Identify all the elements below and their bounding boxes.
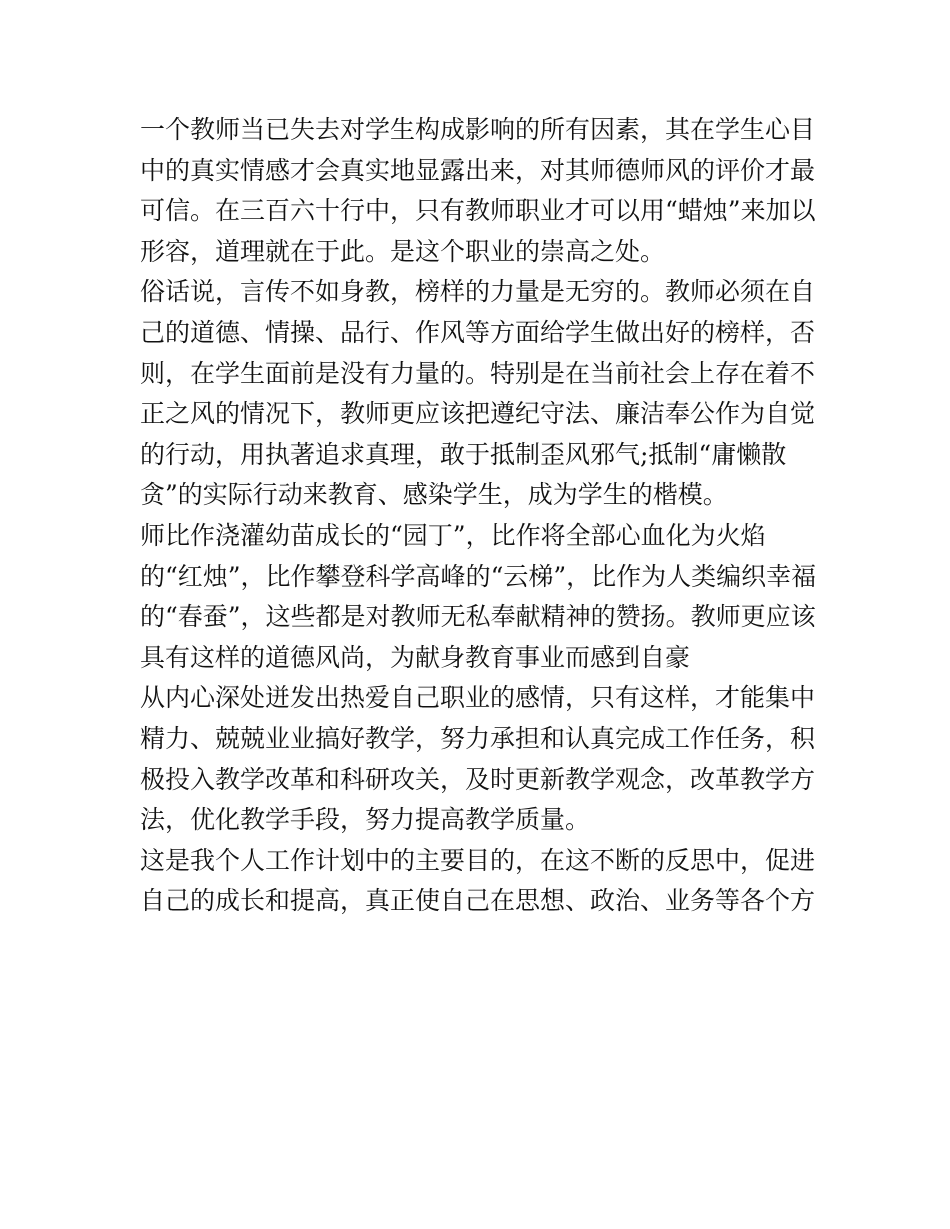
- text-line: 师比作浇灌幼苗成长的“园丁”，比作将全部心血化为火焰: [140, 520, 766, 550]
- text-line: 俗话说，言传不如身教，榜样的力量是无穷的。教师必须在自: [140, 277, 816, 307]
- text-line: 的“红烛”，比作攀登科学高峰的“云梯”，比作为人类编织幸福: [140, 561, 817, 591]
- text-line: 己的道德、情操、品行、作风等方面给学生做出好的榜样，否: [140, 317, 816, 347]
- document-body: [140, 110, 820, 922]
- text-line: 的“春蚕”，这些都是对教师无私奉献精神的赞扬。教师更应该: [140, 602, 816, 632]
- text-line: 这是我个人工作计划中的主要目的，在这不断的反思中，促进: [140, 845, 816, 875]
- paragraph-4: [140, 678, 820, 840]
- text-line: 极投入教学改革和科研攻关，及时更新教学观念，改革教学方: [140, 764, 816, 794]
- text-line: 的行动，用执著追求真理，敢于抵制歪风邪气;抵制“庸懒散: [140, 439, 787, 469]
- paragraph-5: [140, 841, 820, 922]
- text-line: 贪”的实际行动来教育、感染学生，成为学生的楷模。: [140, 480, 728, 510]
- text-line: 则，在学生面前是没有力量的。特别是在当前社会上存在着不: [140, 358, 816, 388]
- text-line: 精力、兢兢业业搞好教学，努力承担和认真完成工作任务，积: [140, 723, 816, 753]
- text-line: 一个教师当已失去对学生构成影响的所有因素，其在学生心目: [140, 115, 816, 144]
- paragraph-2: [140, 272, 820, 516]
- text-line: 可信。在三百六十行中，只有教师职业才可以用“蜡烛”来加以: [140, 196, 816, 226]
- paragraph-3: [140, 516, 820, 678]
- text-line: 中的真实情感才会真实地显露出来，对其师德师风的评价才最: [140, 155, 816, 185]
- paragraph-1: [140, 110, 820, 272]
- text-line: 正之风的情况下，教师更应该把遵纪守法、廉洁奉公作为自觉: [140, 399, 816, 429]
- text-line: 具有这样的道德风尚，为献身教育事业而感到自豪: [140, 642, 691, 672]
- text-line: 自己的成长和提高，真正使自己在思想、政治、业务等各个方: [140, 886, 816, 916]
- text-line: 从内心深处迸发出热爱自己职业的感情，只有这样，才能集中: [140, 683, 816, 713]
- text-line: 形容，道理就在于此。是这个职业的崇高之处。: [140, 236, 666, 266]
- text-line: 法，优化教学手段，努力提高教学质量。: [140, 805, 591, 835]
